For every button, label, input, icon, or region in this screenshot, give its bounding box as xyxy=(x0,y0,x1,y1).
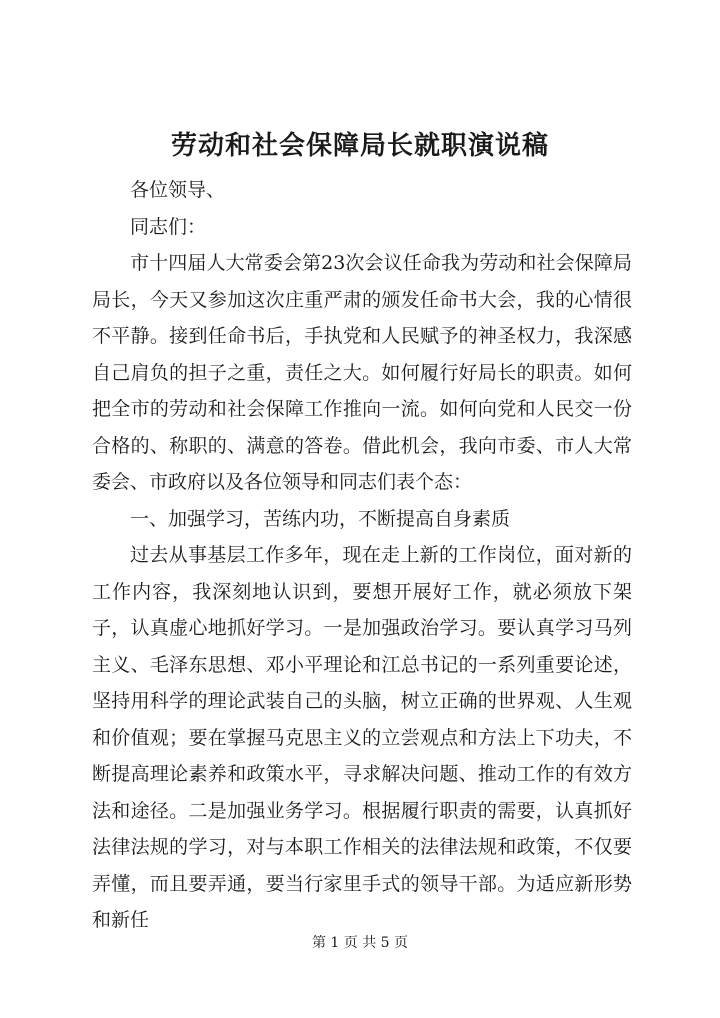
page-number-footer: 第 1 页 共 5 页 xyxy=(311,935,409,951)
section-heading-study: 一、加强学习，苦练内功，不断提高自身素质 xyxy=(130,507,511,530)
paragraph-study: 过去从事基层工作多年，现在走上新的工作岗位，面对新的工作内容，我深刻地认识到，要想开展好工作，就必须放下架子，认真虚心地抓好学习。一是加强政治学习。要认真学习马列主义、毛泽东思想、邓小平理论和江总书记的一系列重要论述，坚持用科学的理论武装自己的头脑，树立正确的世界观、人生观和价值观；要在掌握马克思主义的立尝观点和方法上下功夫，不断提高理论素养和政策水平，寻求解决问题、推动工作的有效方法和途径。二是加强业务学习。根据履行职责的需要，认真抓好法律法规的学习，对与本职工作相关的法律法规和政策，不仅要弄懂，而且要弄通，要当行家里手式的领导干部。为适应新形势和新任 xyxy=(92,544,632,931)
greeting-leaders: 各位领导、 xyxy=(130,179,226,201)
document-body xyxy=(92,172,632,939)
greeting-comrades: 同志们： xyxy=(130,215,207,238)
page-title: 劳动和社会保障局长就职演说稿 xyxy=(170,131,549,161)
paragraph-appointment: 市十四届人大常委会第23次会议任命我为劳动和社会保障局局长，今天又参加这次庄重严肃的颁发任命书大会，我的心情很不平静。接到任命书后，手执党和人民赋予的神圣权力，我深感自己肩负的担子之重，责任之大。如何履行好局长的职责。如何把全市的劳动和社会保障工作推向一流。如何向党和人民交一份合格的、称职的、满意的答卷。借此机会，我向市委、市人大常委会、市政府以及各位领导和同志们表个态： xyxy=(92,252,632,493)
